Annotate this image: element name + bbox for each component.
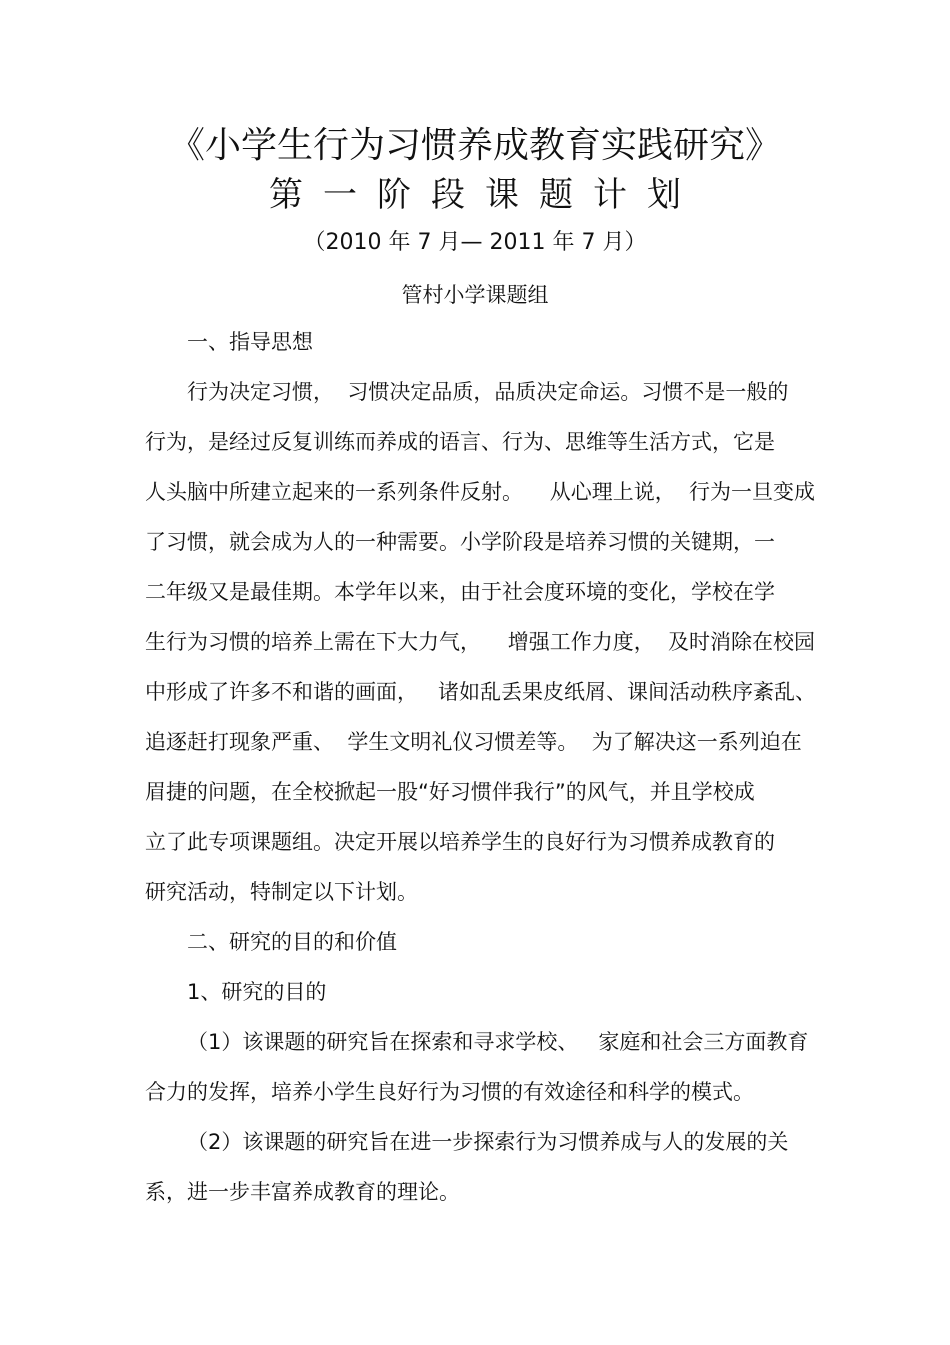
paragraph-line: （2）该课题的研究旨在进一步探索行为习惯养成与人的发展的关 bbox=[187, 1130, 789, 1154]
paragraph-line: 行为，是经过反复训练而养成的语言、行为、思维等生活方式，它是 bbox=[145, 430, 775, 454]
document-title: 《小学生行为习惯养成教育实践研究》 bbox=[168, 125, 781, 166]
paragraph-line: （1）该课题的研究旨在探索和寻求学校、 家庭和社会三方面教育 bbox=[187, 1030, 809, 1054]
paragraph-line: 合力的发挥，培养小学生良好行为习惯的有效途径和科学的模式。 bbox=[145, 1080, 754, 1104]
paragraph-line: 生行为习惯的培养上需在下大力气， 增强工作力度， 及时消除在校园 bbox=[145, 630, 816, 654]
section-heading: 一、指导思想 bbox=[187, 330, 313, 354]
paragraph-line: 二年级又是最佳期。本学年以来，由于社会度环境的变化，学校在学 bbox=[145, 580, 775, 604]
paragraph-line: 研究活动，特制定以下计划。 bbox=[145, 880, 418, 904]
document-subtitle: 第一阶段课题计划 bbox=[269, 175, 701, 215]
section-heading: 二、研究的目的和价值 bbox=[187, 930, 397, 954]
date-range: （2010 年 7 月— 2011 年 7 月） bbox=[303, 230, 647, 255]
paragraph-line: 了习惯，就会成为人的一种需要。小学阶段是培养习惯的关键期，一 bbox=[145, 530, 775, 554]
paragraph-line: 立了此专项课题组。决定开展以培养学生的良好行为习惯养成教育的 bbox=[145, 830, 775, 854]
paragraph-line: 中形成了许多不和谐的画面， 诸如乱丢果皮纸屑、课间活动秩序紊乱、 bbox=[145, 680, 817, 704]
paragraph-line: 人头脑中所建立起来的一系列条件反射。 从心理上说， 行为一旦变成 bbox=[145, 480, 816, 504]
paragraph-line: 行为决定习惯， 习惯决定品质，品质决定命运。习惯不是一般的 bbox=[187, 380, 789, 404]
author-group: 管村小学课题组 bbox=[401, 283, 549, 307]
paragraph-line: 系，进一步丰富养成教育的理论。 bbox=[145, 1180, 460, 1204]
subsection-heading: 1、研究的目的 bbox=[187, 980, 327, 1004]
paragraph-line: 追逐赶打现象严重、 学生文明礼仪习惯差等。 为了解决这一系列迫在 bbox=[145, 730, 802, 754]
paragraph-line: 眉捷的问题，在全校掀起一股“好习惯伴我行”的风气，并且学校成 bbox=[145, 780, 755, 804]
